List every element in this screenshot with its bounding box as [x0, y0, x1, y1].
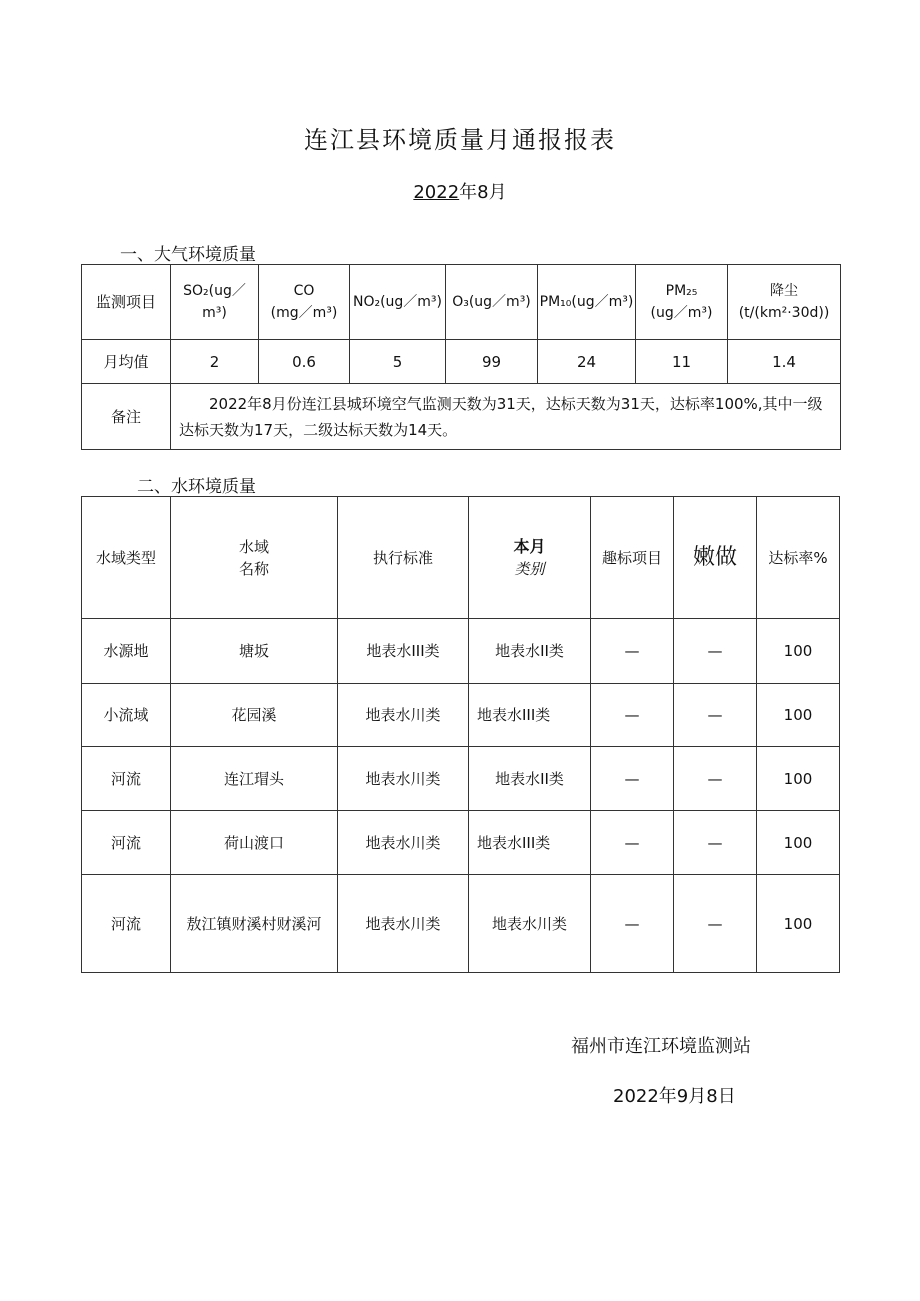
header-exceed: 趣标项目 — [591, 497, 674, 619]
water-category: 地表水II类 — [469, 747, 591, 811]
water-standard: 地表水川类 — [338, 875, 469, 973]
header-so2: SO₂(ug／m³) — [171, 265, 259, 340]
water-category: 地表水III类 — [469, 811, 591, 875]
water-type: 小流域 — [82, 684, 171, 747]
header-co-unit: (mg／m³) — [270, 305, 338, 321]
monthly-label: 月均值 — [82, 340, 171, 384]
table-row — [82, 875, 840, 973]
water-type: 河流 — [82, 875, 171, 973]
water-extra: — — [674, 619, 757, 684]
water-exceed: — — [591, 875, 674, 973]
footer-date: 2022年9月8日 — [613, 1086, 736, 1107]
remark-text: 2022年8月份连江县城环境空气监测天数为31天，达标天数为31天，达标率100%,其中一级达标天数为17天，二级达标天数为14天。 — [171, 384, 841, 450]
value-so2: 2 — [171, 340, 259, 384]
water-category: 地表水III类 — [469, 684, 591, 747]
header-water-name-line2: 名称 — [238, 559, 269, 578]
value-pm10: 24 — [538, 340, 636, 384]
water-exceed: — — [591, 811, 674, 875]
report-year: 2022 — [413, 182, 460, 203]
water-name: 连江瑁头 — [171, 747, 338, 811]
header-co-label: CO — [293, 283, 315, 299]
air-section-title: 一、大气环境质量 — [120, 245, 256, 265]
report-period — [0, 178, 920, 204]
report-month: 年8月 — [459, 182, 507, 203]
header-rate: 达标率% — [757, 497, 840, 619]
value-no2: 5 — [350, 340, 446, 384]
water-exceed: — — [591, 747, 674, 811]
water-rate: 100 — [757, 875, 840, 973]
water-quality-table — [81, 496, 840, 973]
water-name: 花园溪 — [171, 684, 338, 747]
table-row — [82, 747, 840, 811]
water-type: 水源地 — [82, 619, 171, 684]
value-co: 0.6 — [259, 340, 350, 384]
air-quality-table — [81, 264, 841, 450]
water-section-title: 二、水环境质量 — [137, 477, 256, 497]
water-rate: 100 — [757, 747, 840, 811]
remark-label: 备注 — [82, 384, 171, 450]
water-extra: — — [674, 684, 757, 747]
header-co — [259, 265, 350, 340]
water-name: 荷山渡口 — [171, 811, 338, 875]
water-exceed: — — [591, 619, 674, 684]
header-dust — [728, 265, 841, 340]
water-extra: — — [674, 811, 757, 875]
header-pm25-label: PM₂₅ — [665, 283, 698, 299]
water-category: 地表水川类 — [469, 875, 591, 973]
header-dust-unit: (t/(km²·30d)) — [738, 305, 830, 321]
header-standard: 执行标准 — [338, 497, 469, 619]
water-exceed: — — [591, 684, 674, 747]
table-row — [82, 811, 840, 875]
water-type: 河流 — [82, 747, 171, 811]
footer-organization: 福州市连江环境监测站 — [571, 1036, 751, 1057]
header-o3: O₃(ug／m³) — [446, 265, 538, 340]
value-o3: 99 — [446, 340, 538, 384]
header-dust-label: 降尘 — [770, 283, 798, 299]
report-title: 连江县环境质量月通报报表 — [304, 126, 616, 154]
water-name: 塘坂 — [171, 619, 338, 684]
water-standard: 地表水川类 — [338, 684, 469, 747]
header-pm25 — [636, 265, 728, 340]
table-row — [82, 619, 840, 684]
header-water-name — [171, 497, 338, 619]
header-pm10: PM₁₀(ug／m³) — [538, 265, 636, 340]
water-rate: 100 — [757, 811, 840, 875]
water-name: 敖江镇财溪村财溪河 — [171, 875, 338, 973]
header-month: 本月 — [513, 536, 546, 556]
water-standard: 地表水川类 — [338, 747, 469, 811]
water-extra: — — [674, 747, 757, 811]
header-category: 类别 — [514, 559, 545, 578]
water-standard: 地表水川类 — [338, 811, 469, 875]
header-no2: NO₂(ug／m³) — [350, 265, 446, 340]
header-month-category — [469, 497, 591, 619]
table-row — [82, 684, 840, 747]
water-type: 河流 — [82, 811, 171, 875]
water-standard: 地表水III类 — [338, 619, 469, 684]
header-extra: 嫩做 — [674, 497, 757, 619]
water-category: 地表水II类 — [469, 619, 591, 684]
header-water-name-line1: 水域 — [238, 537, 269, 556]
water-rate: 100 — [757, 684, 840, 747]
header-water-type: 水域类型 — [82, 497, 171, 619]
value-pm25: 11 — [636, 340, 728, 384]
value-dust: 1.4 — [728, 340, 841, 384]
header-pm25-unit: (ug／m³) — [650, 305, 713, 321]
water-rate: 100 — [757, 619, 840, 684]
header-item: 监测项目 — [82, 265, 171, 340]
water-extra: — — [674, 875, 757, 973]
